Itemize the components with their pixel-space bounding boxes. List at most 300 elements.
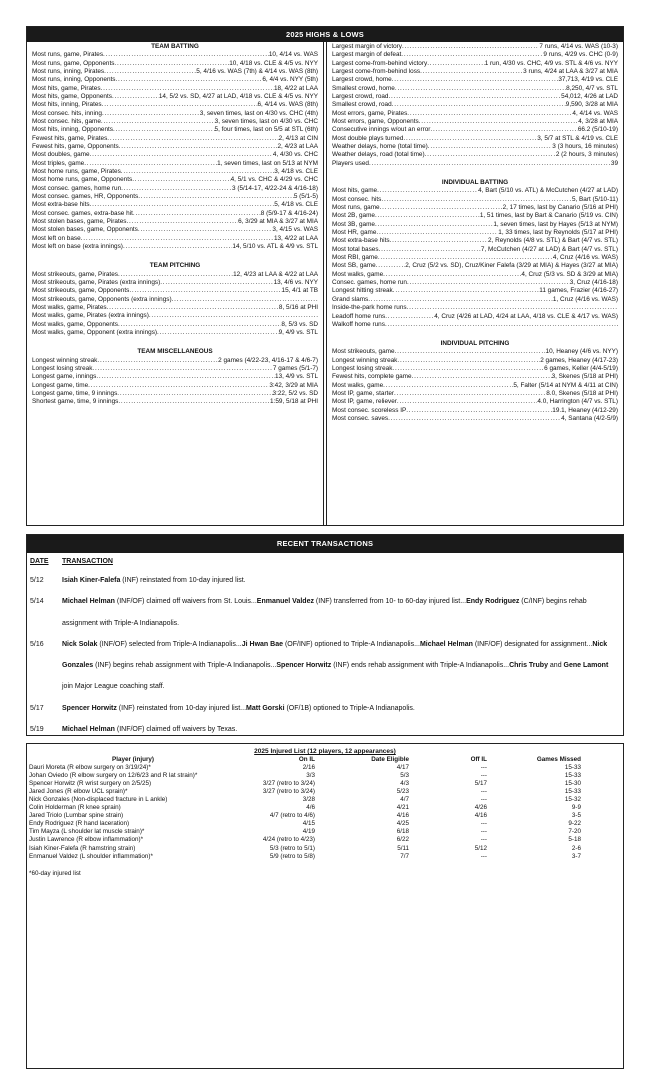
stat-row	[332, 76, 618, 84]
stat-row	[332, 365, 618, 373]
stat-row	[32, 193, 318, 201]
stat-value: 10, 4/14 vs. WAS	[268, 51, 318, 59]
stat-row	[332, 271, 618, 279]
table-cell: 6/22	[396, 836, 409, 844]
table-cell: 5-18	[568, 836, 581, 844]
transaction-date: 5/14	[30, 598, 44, 606]
stat-label: Most 2B, game	[332, 212, 375, 220]
stat-value: 12, 4/23 at LAA & 4/22 at LAA	[233, 270, 318, 278]
stat-row	[332, 382, 618, 390]
table-cell: 9-22	[568, 820, 581, 828]
transaction-row	[27, 634, 623, 698]
leader-dots	[402, 43, 539, 51]
leader-dots	[401, 51, 543, 59]
table-cell: Johan Oviedo (R elbow surgery on 12/6/23 and R lat strain)*	[29, 772, 198, 780]
stat-row	[32, 68, 318, 76]
table-cell: 15-30	[564, 780, 581, 788]
leader-dots	[172, 296, 318, 304]
stat-value: 13, 4/9 vs. STL	[275, 373, 318, 381]
table-cell: 3-5	[571, 812, 581, 820]
leader-dots	[419, 118, 579, 126]
table-cell: 2-6	[571, 844, 581, 852]
leader-dots	[119, 143, 278, 151]
stat-label: Most double plays turned	[332, 134, 404, 142]
stat-value: 6, 3/29 at MIA & 3/27 at MIA	[238, 218, 318, 226]
stat-row	[32, 176, 318, 184]
stat-row	[32, 382, 318, 390]
stat-label: Most 3B, game	[332, 220, 375, 228]
stat-label: Smallest crowd, road	[332, 101, 392, 109]
stat-value: 3, 4/15 vs. WAS	[272, 226, 318, 234]
leader-dots	[149, 312, 318, 320]
stat-value: 9, 4/9 vs. STL	[278, 329, 318, 337]
player-name: Michael Helman	[419, 640, 473, 648]
leader-dots	[133, 210, 261, 218]
stat-row	[32, 304, 318, 312]
stat-row	[32, 60, 318, 68]
stat-row	[332, 229, 618, 237]
stat-value: 10, 4/18 vs. CLE & 4/5 vs. NYY	[229, 59, 318, 67]
leader-dots	[388, 415, 561, 423]
table-cell: 4/16	[474, 812, 487, 820]
leader-dots	[375, 212, 480, 220]
table-cell: 15-32	[564, 796, 581, 804]
leader-dots	[425, 151, 556, 159]
stat-row	[332, 60, 618, 68]
table-cell: Endy Rodriguez (R hand laceration)	[29, 820, 130, 828]
leader-dots	[90, 201, 275, 209]
stat-label: Most walks, game	[332, 381, 384, 389]
stat-value: 5, Falter (5/14 at NYM & 4/11 at CIN)	[513, 381, 618, 389]
transaction-detail: (OF/1B) optioned to Triple-A Indianapolis.	[284, 704, 415, 712]
stat-row	[332, 296, 618, 304]
stat-label: Most consec. scoreless IP	[332, 406, 407, 414]
transaction-date: 5/19	[30, 726, 44, 734]
stat-row	[32, 210, 318, 218]
leader-dots	[430, 126, 577, 134]
stat-row	[32, 185, 318, 193]
stat-label: Most runs, inning, Opponents	[32, 76, 116, 84]
section-title: TEAM MISCELLANEOUS	[137, 348, 213, 356]
column-header: Date Eligible	[371, 756, 409, 763]
stat-label: Most walks, game, Opponents	[32, 320, 118, 328]
table-cell: 3/3	[306, 772, 315, 780]
stat-label: Most SB, game	[332, 262, 376, 270]
stat-value: 4, 4/30 vs. CHC	[272, 151, 318, 159]
stat-row	[332, 279, 618, 287]
leader-dots	[101, 85, 274, 93]
table-cell: 5/17	[474, 780, 487, 788]
leader-dots	[376, 229, 498, 237]
stat-row	[32, 226, 318, 234]
stat-row	[32, 110, 318, 118]
stat-value: 37,713, 4/19 vs. CLE	[558, 76, 618, 84]
transaction-date: 5/12	[30, 577, 44, 584]
leader-dots	[428, 143, 552, 151]
stat-label: Leadoff home runs	[332, 312, 386, 320]
injured-list-table	[27, 756, 623, 861]
leader-dots	[97, 357, 218, 365]
stat-label: Most strikeouts, game, Opponents	[32, 287, 130, 295]
table-cell: 15-33	[564, 772, 581, 780]
table-cell: ---	[480, 796, 487, 804]
leader-dots	[393, 287, 540, 295]
leader-dots	[392, 101, 566, 109]
leader-dots	[96, 373, 275, 381]
leader-dots	[368, 296, 553, 304]
stat-value: 4.0, Harrington (4/7 vs. STL)	[537, 398, 618, 406]
table-cell: ---	[480, 788, 487, 796]
table-cell: Justin Lawrence (R elbow inflammation)*	[29, 836, 144, 844]
stat-label: Largest come-from-behind loss	[332, 68, 421, 76]
stat-label: Consecutive innings w/out an error	[332, 126, 431, 134]
highs-lows-left-column	[27, 42, 324, 525]
table-cell: 3-7	[571, 852, 581, 860]
stat-row	[332, 51, 618, 59]
stat-label: Most strikeouts, game	[332, 348, 395, 356]
leader-dots	[157, 329, 279, 337]
stat-label: Most left on base	[32, 234, 81, 242]
transaction-row	[27, 719, 623, 740]
stat-value: 3, seven times, last on 4/30 vs. CHC (4th)	[199, 109, 318, 117]
table-cell: 4/21	[396, 804, 409, 812]
transaction-detail: and	[547, 662, 564, 670]
stat-label: Longest losing streak	[32, 364, 93, 372]
table-cell: ---	[480, 764, 487, 772]
stat-label: Most consec. games, home run	[32, 184, 122, 192]
stat-value: 3 (3 hours, 16 minutes)	[552, 143, 618, 151]
table-cell: 9-9	[571, 804, 581, 812]
stat-value: 3 runs, 4/24 at LAA & 3/27 at MIA	[523, 68, 618, 76]
stat-label: Most errors, game, Pirates	[332, 109, 408, 117]
section-gap	[32, 337, 318, 348]
stat-row	[32, 76, 318, 84]
table-cell: 15-33	[564, 788, 581, 796]
stat-row	[332, 135, 618, 143]
leader-dots	[129, 287, 281, 295]
leader-dots	[117, 390, 272, 398]
stat-label: Most consec. hits	[332, 195, 382, 203]
transaction-row	[27, 698, 623, 719]
stat-label: Most consec. hits, game	[32, 117, 101, 125]
leader-dots	[381, 196, 572, 204]
stat-row	[332, 126, 618, 134]
table-cell: 4/19	[302, 828, 315, 836]
stat-value: 3:22, 5/2 vs. SD	[272, 389, 318, 397]
stat-row	[32, 321, 318, 329]
stat-label: Most HR, game	[332, 229, 377, 237]
table-cell: 5/3	[400, 772, 409, 780]
leader-dots	[121, 168, 275, 176]
leader-dots	[377, 187, 478, 195]
stat-value: 11 games, Frazier (4/16-27)	[539, 287, 618, 295]
stat-value: 8, 5/3 vs. SD	[281, 320, 318, 328]
stat-label: Longest losing streak	[332, 365, 393, 373]
table-cell: 7-20	[568, 828, 581, 836]
stat-label: Weather delays, road (total time)	[332, 151, 425, 159]
stat-value: 1, seven times, last by Hayes (5/13 at NYM)	[493, 220, 618, 228]
stat-label: Most runs, inning, Pirates	[32, 67, 105, 75]
stat-value: 3, seven times, last on 4/30 vs. CHC	[214, 117, 318, 125]
stat-row	[32, 151, 318, 159]
stat-row	[32, 85, 318, 93]
stat-value: 15, 4/1 at TB	[281, 287, 318, 295]
section-title: TEAM BATTING	[151, 43, 199, 50]
stat-value: 4, Bart (5/10 vs. ATL) & McCutchen (4/27 at LAD)	[478, 187, 618, 195]
stat-row	[332, 221, 618, 229]
stat-row	[32, 143, 318, 151]
stat-value: 4, 3/28 at MIA	[578, 118, 618, 126]
leader-dots	[383, 271, 521, 279]
stat-row	[332, 237, 618, 245]
stat-label: Most runs, game, Opponents	[32, 59, 115, 67]
injured-list-panel	[26, 743, 624, 1069]
transaction-text	[62, 591, 623, 634]
stat-row	[32, 243, 318, 251]
stat-label: Longest game, time	[32, 381, 89, 389]
leader-dots	[160, 279, 273, 287]
leader-dots	[102, 110, 200, 118]
leader-dots	[107, 304, 279, 312]
table-cell: Enmanuel Valdez (L shoulder inflammation)*	[29, 852, 153, 860]
stat-value: 7 runs, 4/14 vs. WAS (10-3)	[539, 43, 618, 50]
table-cell: Nick Gonzales (Non-displaced fracture in L ankle)	[29, 796, 168, 804]
table-cell: ---	[480, 820, 487, 828]
player-name: Ji Hwan Bae	[241, 640, 283, 648]
player-name: Michael Helman	[62, 726, 115, 734]
stat-value: 8,250, 4/7 vs. STL	[566, 84, 618, 92]
transaction-text	[62, 570, 623, 591]
stat-value: 4, 5/1 vs. CHC & 4/29 vs. CHC	[230, 176, 318, 184]
player-name: Spencer Horwitz	[62, 704, 117, 712]
stat-row	[32, 126, 318, 134]
table-cell: 4/26	[474, 804, 487, 812]
leader-dots	[123, 243, 232, 251]
stat-label: Most strikeouts, game, Pirates (extra innings)	[32, 278, 161, 286]
leader-dots	[138, 226, 273, 234]
leader-dots	[388, 93, 561, 101]
stat-value: 4, Santana (4/2-5/9)	[561, 415, 618, 423]
stat-row	[32, 271, 318, 279]
stat-label: Most IP, game, starter	[332, 390, 395, 398]
player-name: Spencer Horwitz	[276, 662, 332, 670]
player-name: Enmanuel Valdez	[256, 598, 314, 606]
transaction-detail: (INF/OF) designated for assignment...	[472, 640, 593, 648]
stat-label: Largest crowd, home	[332, 76, 392, 84]
leader-dots	[121, 185, 232, 193]
stat-label: Grand slams	[332, 295, 369, 303]
stat-label: Walkoff home runs	[332, 320, 385, 328]
transaction-text	[62, 719, 623, 740]
column-header: Player (injury)	[112, 756, 154, 763]
stat-label: Most home runs, game, Opponents	[32, 176, 133, 184]
stat-value: 14, 5/2 vs. SD, 4/27 at LAD, 4/18 vs. CLE & 4/5 vs. NYY	[158, 92, 318, 100]
recent-transactions-panel	[26, 534, 624, 736]
stat-row	[32, 357, 318, 365]
table-cell: 7/7	[400, 852, 409, 860]
stat-value: 5, 4/18 vs. CLE	[274, 201, 318, 209]
section-title: TEAM PITCHING	[149, 262, 201, 270]
table-cell: Spencer Horwitz (R wrist surgery on 2/5/25)	[29, 780, 152, 788]
stat-label: Longest winning streak	[32, 356, 98, 364]
leader-dots	[420, 68, 523, 76]
stat-row	[32, 312, 318, 320]
stat-label: Largest crowd, road	[332, 93, 389, 101]
stat-value: 5, four times, last on 5/5 at STL (6th)	[214, 126, 318, 134]
leader-dots	[379, 246, 481, 254]
stat-value: 7, McCutchen (4/27 at LAD) & Bart (4/7 vs. STL)	[480, 245, 618, 253]
player-name: Michael Helman	[62, 598, 115, 606]
stat-value: 1, seven times, last on 5/13 at NYM	[217, 159, 318, 167]
stat-label: Most walks, game, Pirates (extra innings)	[32, 312, 149, 320]
leader-dots	[403, 135, 537, 143]
table-cell: 15-33	[564, 764, 581, 772]
stat-row	[32, 296, 318, 304]
transaction-text	[62, 634, 623, 698]
table-cell: 4/16	[396, 812, 409, 820]
stat-label: Most strikeouts, game, Opponents (extra innings)	[32, 295, 172, 303]
highs-lows-title: 2025 HIGHS & LOWS	[27, 27, 623, 42]
stat-value: 6 games, Keller (4/4-5/19)	[544, 365, 618, 373]
stat-row	[32, 398, 318, 406]
table-cell: 4/25	[396, 820, 409, 828]
stat-value: 3, 4/18 vs. CLE	[274, 168, 318, 175]
table-cell: 4/3	[400, 780, 409, 788]
stat-label: Most consec. hits, inning	[32, 109, 102, 117]
stat-label: Largest margin of victory	[332, 43, 402, 50]
stat-row	[332, 118, 618, 126]
stat-value: 5, 4/16 vs. WAS (7th) & 4/14 vs. WAS (8th)	[196, 67, 318, 75]
stat-value: 3 (5/14-17, 4/22-24 & 4/16-18)	[232, 184, 318, 192]
date-column-header: DATE	[30, 558, 49, 565]
leader-dots	[81, 235, 274, 243]
table-cell: ---	[480, 836, 487, 844]
transaction-date: 5/16	[30, 640, 44, 648]
stat-value: 5 (5/1-5)	[293, 193, 318, 201]
table-cell: 2/16	[302, 764, 315, 772]
stat-value: 3, Skenes (5/18 at PHI)	[551, 373, 618, 381]
stat-label: Most stolen bases, game, Opponents	[32, 226, 138, 234]
stat-row	[332, 304, 618, 312]
leader-dots	[104, 68, 196, 76]
stat-row	[332, 313, 618, 321]
stat-value: 2 games, Heaney (4/17-23)	[540, 356, 618, 364]
stat-row	[332, 321, 618, 329]
stat-row	[32, 390, 318, 398]
stat-value: 4, Cruz (4/16 vs. WAS)	[552, 254, 618, 262]
stat-row	[32, 235, 318, 243]
transactions-header	[27, 553, 623, 570]
transaction-row	[27, 591, 623, 634]
column-header: On IL	[298, 756, 315, 763]
stat-value: 1:59, 5/18 at PHI	[270, 398, 318, 406]
leader-dots	[378, 254, 553, 262]
stat-value: 2, 4/23 at LAA	[277, 142, 318, 150]
stat-value: 9,590, 3/28 at MIA	[565, 101, 618, 109]
table-cell: 5/3 (retro to 5/1)	[269, 844, 315, 852]
stat-value: 18, 4/22 at LAA	[273, 84, 318, 92]
table-cell: 5/9 (retro to 5/8)	[269, 852, 315, 860]
stat-row	[332, 262, 618, 270]
leader-dots	[380, 204, 503, 212]
stat-value: 2 games (4/22-23, 4/16-17 & 4/6-7)	[218, 356, 318, 364]
leader-dots	[390, 237, 488, 245]
stat-value: 4, Cruz (5/3 vs. SD & 3/29 at MIA)	[521, 270, 618, 278]
transaction-detail: join Major League coaching staff.	[62, 683, 165, 691]
transactions-title: RECENT TRANSACTIONS	[27, 535, 623, 553]
stat-row	[332, 43, 618, 51]
table-cell: 5/12	[474, 844, 487, 852]
stat-label: Smallest crowd, home	[332, 84, 395, 92]
stat-value: 4, Cruz (4/26 at LAD, 4/24 at LAA, 4/18 vs. CLE & 4/17 vs. WAS)	[434, 312, 618, 320]
stat-label: Most doubles, game	[32, 151, 90, 159]
leader-dots	[385, 313, 434, 321]
table-cell: 4/15	[302, 820, 315, 828]
stat-value: 2, Reynolds (4/8 vs. STL) & Bart (4/7 vs. STL)	[488, 237, 618, 245]
table-cell: Colin Holderman (R knee sprain)	[29, 804, 121, 812]
leader-dots	[138, 193, 294, 201]
stat-label: Players used	[332, 159, 369, 167]
stat-row	[332, 196, 618, 204]
stat-value: 1, 33 times, last by Reynolds (5/17 at PHI)	[498, 229, 618, 237]
leader-dots	[383, 382, 513, 390]
stat-row	[332, 93, 618, 101]
stat-label: Largest come-from-behind victory	[332, 59, 428, 67]
stat-label: Longest hitting streak	[332, 287, 393, 295]
stat-row	[332, 110, 618, 118]
column-header: Off IL	[470, 756, 487, 763]
stat-value: 2, 4/13 at CIN	[278, 134, 318, 142]
stat-row	[32, 160, 318, 168]
stat-label: Shortest game, time, 9 innings	[32, 398, 119, 406]
stat-value: 54,012, 4/26 at LAD	[561, 93, 618, 101]
leader-dots	[84, 160, 217, 168]
table-cell: 4/7	[400, 796, 409, 804]
stat-value: 3, Cruz (4/16-18)	[569, 279, 618, 287]
stat-label: Most hits, inning, Opponents	[32, 126, 113, 134]
stat-label: Most hits, game	[332, 187, 378, 195]
leader-dots	[101, 118, 215, 126]
stat-row	[32, 101, 318, 109]
stat-row	[332, 160, 618, 168]
stat-label: Most walks, game	[332, 270, 384, 278]
transaction-detail: (OF/INF) optioned to Triple-A Indianapolis...	[283, 640, 420, 648]
stat-value: 2 (2 hours, 3 minutes)	[555, 151, 618, 159]
leader-dots	[385, 321, 618, 329]
stat-label: Most runs, game	[332, 204, 380, 212]
transaction-detail: (INF/OF) selected from Triple-A Indianapolis...	[97, 640, 242, 648]
stat-row	[332, 254, 618, 262]
stat-value: 8.0, Skenes (5/18 at PHI)	[546, 390, 618, 398]
transaction-detail: (INF) reinstated from 10-day injured list.	[120, 577, 246, 584]
leader-dots	[375, 221, 493, 229]
stat-label: Most consec. saves	[332, 415, 389, 423]
transaction-date: 5/17	[30, 704, 44, 712]
stat-row	[332, 287, 618, 295]
stat-row	[332, 348, 618, 356]
leader-dots	[118, 271, 233, 279]
stat-row	[332, 212, 618, 220]
table-cell: 3/28	[302, 796, 315, 804]
leader-dots	[407, 110, 572, 118]
section-title: INDIVIDUAL BATTING	[441, 179, 509, 187]
leader-dots	[126, 218, 238, 226]
section-gap	[32, 251, 318, 262]
stat-row	[32, 287, 318, 295]
stat-row	[332, 390, 618, 398]
leader-dots	[118, 321, 281, 329]
transaction-detail: (INF/OF) claimed off waivers by Texas.	[114, 726, 238, 734]
